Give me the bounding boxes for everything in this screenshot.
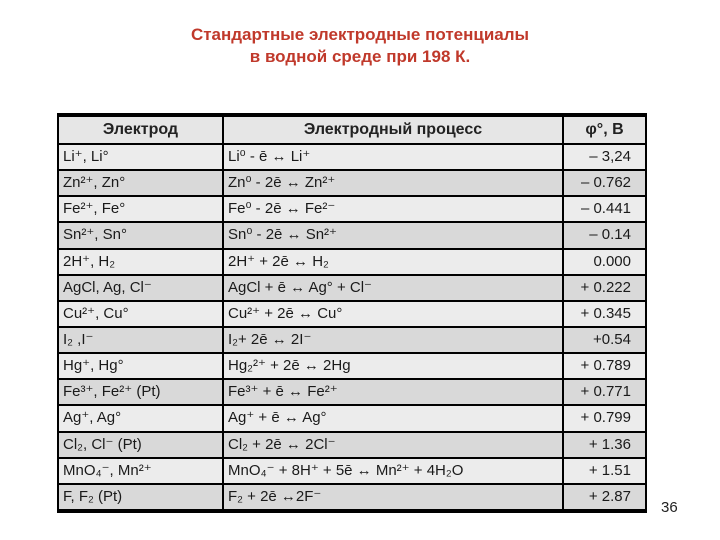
potential-cell: + 0.789 — [564, 354, 645, 378]
process-cell: Hg₂²⁺ + 2ē ↔ 2Hg — [224, 354, 564, 378]
potential-cell: – 0.441 — [564, 197, 645, 221]
header-process: Электродный процесс — [224, 117, 564, 143]
table-row — [59, 197, 645, 221]
table-row — [59, 459, 645, 483]
process-cell: Cu²⁺ + 2ē ↔ Cu° — [224, 302, 564, 326]
process-cell: Cl₂ + 2ē ↔ 2Cl⁻ — [224, 433, 564, 457]
electrode-cell: MnO₄⁻, Mn²⁺ — [59, 459, 224, 483]
table-row — [59, 250, 645, 274]
header-electrode: Электрод — [59, 117, 224, 143]
process-cell: F₂ + 2ē ↔2F⁻ — [224, 485, 564, 509]
slide-title — [0, 24, 720, 68]
table-header-row — [59, 117, 645, 143]
potential-cell: + 0.345 — [564, 302, 645, 326]
electrode-cell: Fe²⁺, Fe° — [59, 197, 224, 221]
header-potential: φ°, В — [564, 117, 645, 143]
electrode-cell: Hg⁺, Hg° — [59, 354, 224, 378]
process-cell: Li⁰ - ē ↔ Li⁺ — [224, 145, 564, 169]
potential-cell: – 3,24 — [564, 145, 645, 169]
electrode-cell: Cl₂, Cl⁻ (Pt) — [59, 433, 224, 457]
process-cell: Fe³⁺ + ē ↔ Fe²⁺ — [224, 380, 564, 404]
process-cell: AgCl + ē ↔ Ag° + Cl⁻ — [224, 276, 564, 300]
potential-cell: + 0.799 — [564, 406, 645, 430]
electrode-cell: Ag⁺, Ag° — [59, 406, 224, 430]
table-row — [59, 145, 645, 169]
potentials-table — [57, 113, 647, 513]
electrode-cell: Li⁺, Li° — [59, 145, 224, 169]
title-line-1: Стандартные электродные потенциалы — [190, 25, 530, 44]
table-row — [59, 276, 645, 300]
electrode-cell: Fe³⁺, Fe²⁺ (Pt) — [59, 380, 224, 404]
electrode-cell: 2H⁺, H₂ — [59, 250, 224, 274]
potential-cell: + 1.36 — [564, 433, 645, 457]
electrode-cell: AgCl, Ag, Cl⁻ — [59, 276, 224, 300]
process-cell: Sn⁰ - 2ē ↔ Sn²⁺ — [224, 223, 564, 247]
process-cell: I₂+ 2ē ↔ 2I⁻ — [224, 328, 564, 352]
table-row — [59, 406, 645, 430]
process-cell: MnO₄⁻ + 8H⁺ + 5ē ↔ Mn²⁺ + 4H₂O — [224, 459, 564, 483]
potential-cell: 0.000 — [564, 250, 645, 274]
potential-cell: + 0.222 — [564, 276, 645, 300]
process-cell: 2H⁺ + 2ē ↔ H₂ — [224, 250, 564, 274]
process-cell: Fe⁰ - 2ē ↔ Fe²⁻ — [224, 197, 564, 221]
table-row — [59, 354, 645, 378]
electrode-cell: F, F₂ (Pt) — [59, 485, 224, 509]
table-row — [59, 485, 645, 509]
title-line-2: в водной среде при 198 К. — [249, 47, 471, 66]
potential-cell: – 0.762 — [564, 171, 645, 195]
electrode-cell: Sn²⁺, Sn° — [59, 223, 224, 247]
potential-cell: + 2.87 — [564, 485, 645, 509]
electrode-cell: Cu²⁺, Cu° — [59, 302, 224, 326]
table-row — [59, 223, 645, 247]
table-row — [59, 380, 645, 404]
process-cell: Zn⁰ - 2ē ↔ Zn²⁺ — [224, 171, 564, 195]
potential-cell: + 1.51 — [564, 459, 645, 483]
page-number: 36 — [661, 499, 678, 516]
potential-cell: + 0.771 — [564, 380, 645, 404]
table-row — [59, 433, 645, 457]
table-row — [59, 171, 645, 195]
electrode-cell: I₂ ,I⁻ — [59, 328, 224, 352]
potential-cell: – 0.14 — [564, 223, 645, 247]
table-row — [59, 328, 645, 352]
table-row — [59, 302, 645, 326]
potential-cell: +0.54 — [564, 328, 645, 352]
electrode-cell: Zn²⁺, Zn° — [59, 171, 224, 195]
process-cell: Ag⁺ + ē ↔ Ag° — [224, 406, 564, 430]
